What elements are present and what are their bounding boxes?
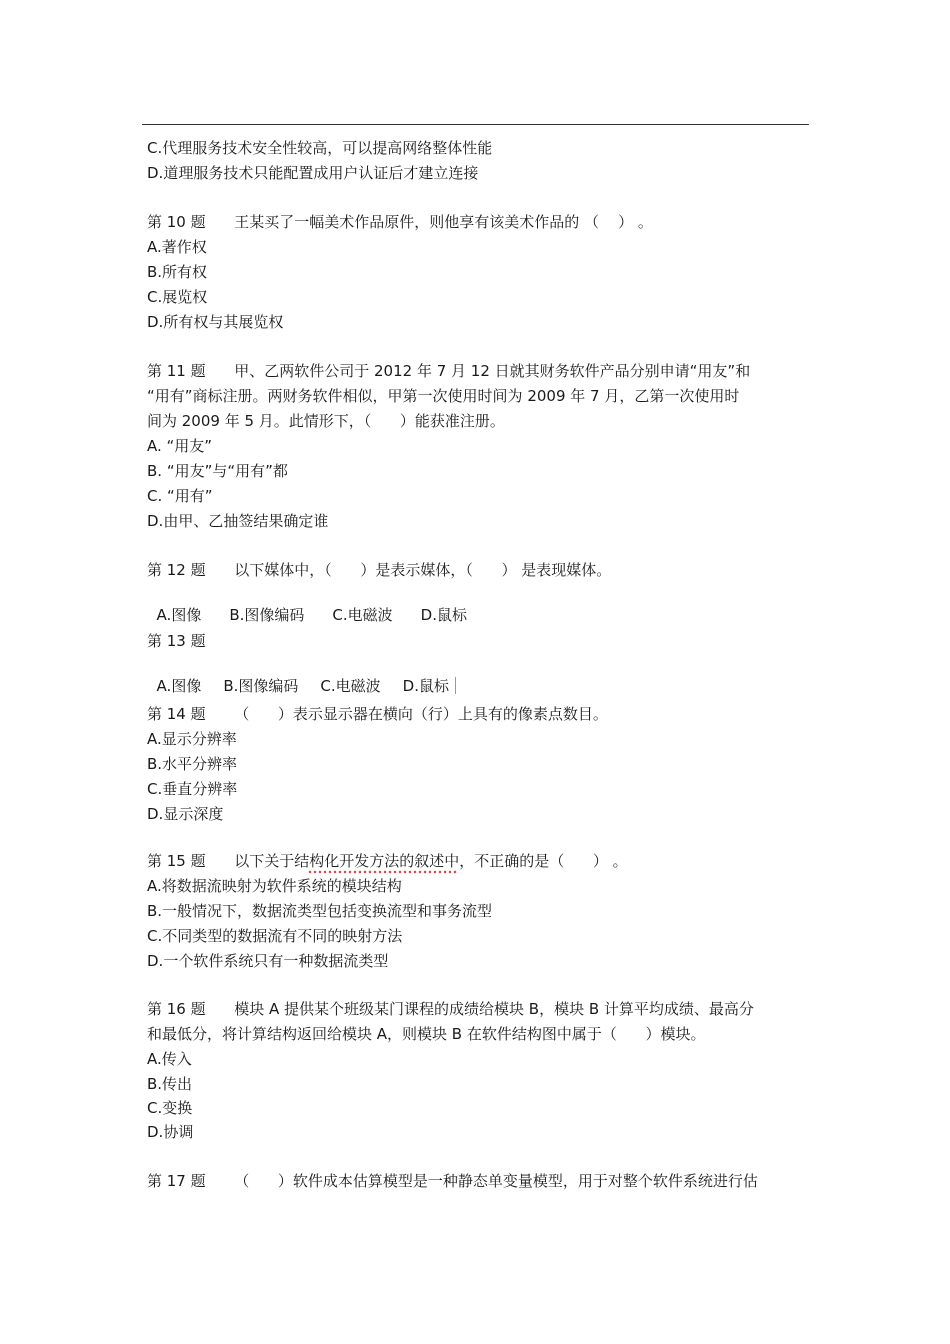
question-14-option-c: C.垂直分辨率: [147, 780, 238, 798]
question-15-option-c: C.不同类型的数据流有不同的映射方法: [147, 927, 403, 945]
question-13-option-c: C.电磁波: [320, 677, 381, 695]
question-11-stem-line2: “用有”商标注册。两财务软件相似，甲第一次使用时间为 2009 年 7 月，乙第一次使用时: [147, 387, 740, 405]
question-16-stem-line1: 第 16 题 模块 A 提供某个班级某门课程的成绩给模块 B，模块 B 计算平均成绩、最高分: [147, 1000, 754, 1018]
question-12-option-c: C.电磁波: [332, 606, 393, 624]
question-11-option-d: D.由甲、乙抽签结果确定谁: [147, 512, 329, 530]
question-13-option-a: A.图像: [156, 677, 202, 695]
question-11-option-a: A. “用友”: [147, 437, 213, 455]
text-cursor: [455, 677, 456, 694]
question-12-option-a: A.图像: [156, 606, 202, 624]
question-13-option-d: D.鼠标: [402, 677, 449, 695]
question-14-option-a: A.显示分辨率: [147, 730, 237, 748]
question-11-stem-line1: 第 11 题 甲、乙两软件公司于 2012 年 7 月 12 日就其财务软件产品分别申请“用友”和: [147, 362, 751, 380]
question-15-option-a: A.将数据流映射为软件系统的模块结构: [147, 877, 402, 895]
question-12-options: [147, 585, 495, 625]
question-16-option-d: D.协调: [147, 1123, 194, 1141]
question-13-option-b: B.图像编码: [223, 677, 299, 695]
question-13-stem: 第 13 题: [147, 632, 206, 650]
question-16-option-a: A.传入: [147, 1050, 192, 1068]
question-15-stem: 第 15 题 以下关于结构化开发方法的叙述中，不正确的是（ ） 。: [147, 852, 628, 870]
question-10-option-d: D.所有权与其展览权: [147, 313, 284, 331]
question-15-option-d: D.一个软件系统只有一种数据流类型: [147, 952, 389, 970]
question-14-option-b: B.水平分辨率: [147, 755, 238, 773]
question-15-option-b: B.一般情况下，数据流类型包括变换流型和事务流型: [147, 902, 493, 920]
question-14-option-d: D.显示深度: [147, 805, 224, 823]
question-14-stem: 第 14 题 （ ）表示显示器在横向（行）上具有的像素点数目。: [147, 705, 608, 723]
question-16-option-c: C.变换: [147, 1099, 193, 1117]
question-10-option-b: B.所有权: [147, 263, 208, 281]
spellcheck-underline: [308, 870, 458, 874]
question-12-stem: 第 12 题 以下媒体中，（ ）是表示媒体，（ ） 是表现媒体。: [147, 561, 612, 579]
header-rule: [142, 124, 809, 125]
question-16-option-b: B.传出: [147, 1075, 193, 1093]
question-11-stem-line3: 间为 2009 年 5 月。此情形下，（ ）能获准注册。: [147, 412, 505, 430]
question-10-stem: 第 10 题 王某买了一幅美术作品原件，则他享有该美术作品的 （ ） 。: [147, 213, 653, 231]
question-12-option-d: D.鼠标: [420, 606, 467, 624]
question-13-options: [147, 656, 456, 696]
question-16-stem-line2: 和最低分，将计算结构返回给模块 A，则模块 B 在软件结构图中属于（ ）模块。: [147, 1025, 706, 1043]
option-d: D.道理服务技术只能配置成用户认证后才建立连接: [147, 164, 479, 182]
question-11-option-b: B. “用友”与“用有”都: [147, 462, 288, 480]
question-10-option-a: A.著作权: [147, 238, 207, 256]
question-11-option-c: C. “用有”: [147, 487, 213, 505]
question-10-option-c: C.展览权: [147, 288, 208, 306]
question-17-stem: 第 17 题 （ ）软件成本估算模型是一种静态单变量模型，用于对整个软件系统进行估: [147, 1172, 758, 1190]
question-12-option-b: B.图像编码: [229, 606, 305, 624]
option-c: C.代理服务技术安全性较高，可以提高网络整体性能: [147, 139, 493, 157]
